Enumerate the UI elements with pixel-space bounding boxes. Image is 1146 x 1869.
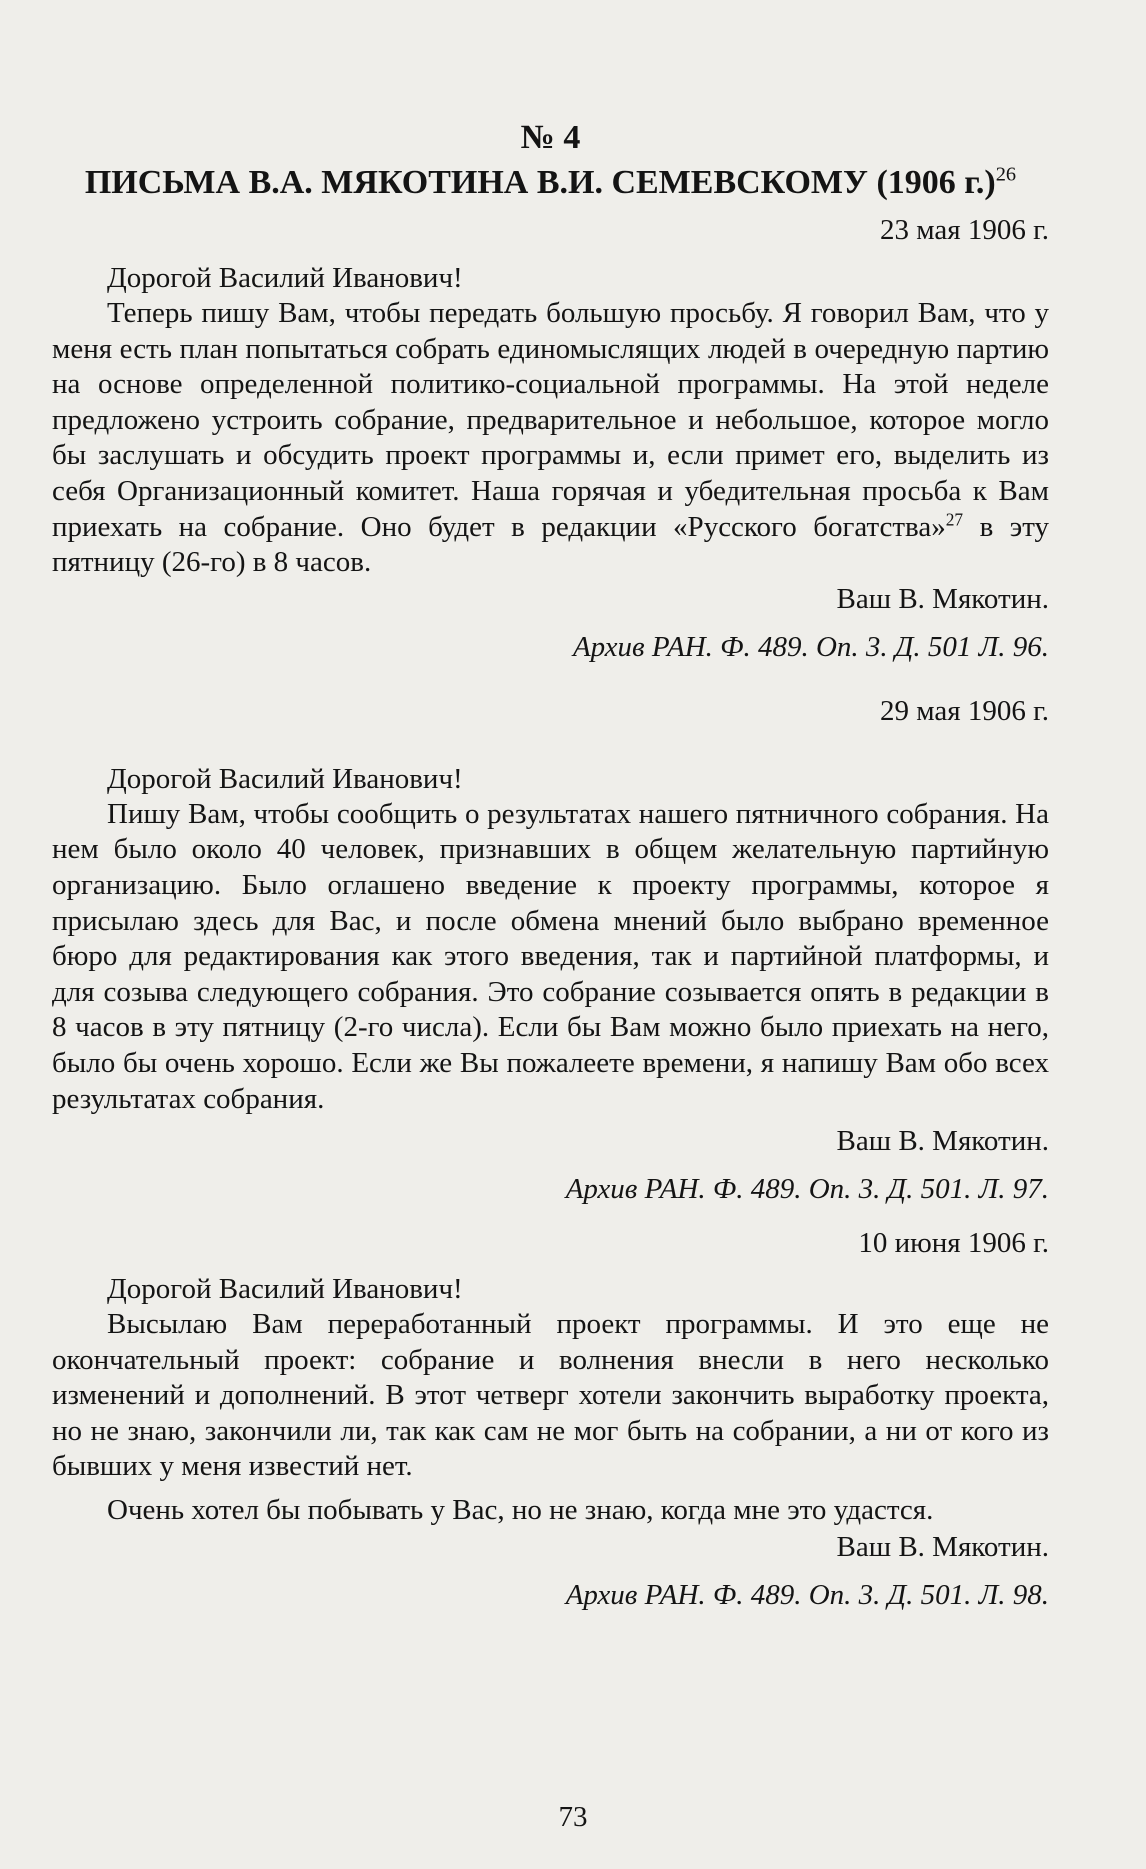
letter-2-date: 29 мая 1906 г. [880, 694, 1049, 727]
letter-1-salutation: Дорогой Василий Иванович! [107, 262, 463, 294]
letter-3-paragraph-1-text: Высылаю Вам переработанный проект программы. И это еще не окончательный проект: собрание и волнения внесли в него несколько изменений и дополнений. В этот четверг хотели закончить выработку проекта, но не знаю, закончили ли, так как сам не мог быть на собрании, а ни от кого из бывших у меня известий нет. [52, 1308, 1049, 1483]
letter-1-paragraph-1-text: Теперь пишу Вам, чтобы передать большую просьбу. Я говорил Вам, что у меня есть план попытаться собрать единомыслящих людей в очередную партию на основе определенной политико-социальной программы. На этой неделе предложено устроить собрание, предварительное и небольшое, которое могло бы заслушать и обсудить проект программы и, если примет его, выделить из себя Организационный комитет. Наша горячая и убедительная просьба к Вам приехать на собрание. Оно будет в редакции «Русского богатства» [52, 297, 1049, 543]
letter-2-archive-reference: Архив РАН. Ф. 489. Оп. 3. Д. 501. Л. 97. [565, 1173, 1049, 1206]
letter-2-salutation: Дорогой Василий Иванович! [107, 762, 463, 795]
page-number: 73 [558, 1801, 588, 1833]
document-title [52, 162, 1049, 204]
document-title-text: ПИСЬМА В.А. МЯКОТИНА В.И. СЕМЕВСКОМУ (1906 г.) [84, 164, 996, 201]
letter-1-paragraph-1-text-end: в эту пятницу (26-го) в 8 часов. [52, 510, 1049, 579]
letter-2-paragraph-1-text: Пишу Вам, чтобы сообщить о результатах нашего пятничного собрания. На нем было около 40 человек, признавших в общем желательную партийную организацию. Было оглашено введение к проекту программы, которое я присылаю здесь для Вас, и после обмена мнений было выбрано временное бюро для редактирования как этого введения, так и партийной платформы, и для созыва следующего собрания. Это собрание созывается опять в редакции в 8 часов в эту пятницу (2-го числа). Если бы Вам можно было приехать на него, было бы очень хорошо. Если же Вы пожалеете времени, я напишу Вам обо всех результатах собрания. [52, 797, 1049, 1115]
letter-3-salutation: Дорогой Василий Иванович! [107, 1273, 463, 1306]
letter-3-signature: Ваш В. Мякотин. [836, 1530, 1049, 1563]
letter-1 [52, 212, 1049, 665]
letter-1-archive-reference: Архив РАН. Ф. 489. Оп. 3. Д. 501 Л. 96. [572, 630, 1049, 663]
letter-2 [52, 693, 1049, 1207]
footnote-marker-27: 27 [945, 508, 964, 529]
letter-2-signature: Ваш В. Мякотин. [836, 1125, 1049, 1158]
letter-3-date: 10 июня 1906 г. [858, 1227, 1049, 1260]
letter-2-paragraph-1 [52, 797, 1049, 1117]
letter-3 [52, 1225, 1049, 1613]
document-number: № 4 [520, 119, 581, 156]
letter-1-signature: Ваш В. Мякотин. [836, 582, 1049, 615]
letter-1-date: 23 мая 1906 г. [880, 214, 1049, 246]
letter-1-paragraph-1 [52, 296, 1049, 581]
letter-3-paragraph-1 [52, 1307, 1049, 1485]
letter-3-archive-reference: Архив РАН. Ф. 489. Оп. 3. Д. 501. Л. 98. [565, 1578, 1049, 1611]
letter-3-paragraph-2 [52, 1493, 1049, 1529]
title-footnote-marker: 26 [995, 163, 1017, 186]
letter-3-paragraph-2-text: Очень хотел бы побывать у Вас, но не знаю, когда мне это удастся. [107, 1494, 934, 1527]
page-content [52, 118, 1049, 1613]
